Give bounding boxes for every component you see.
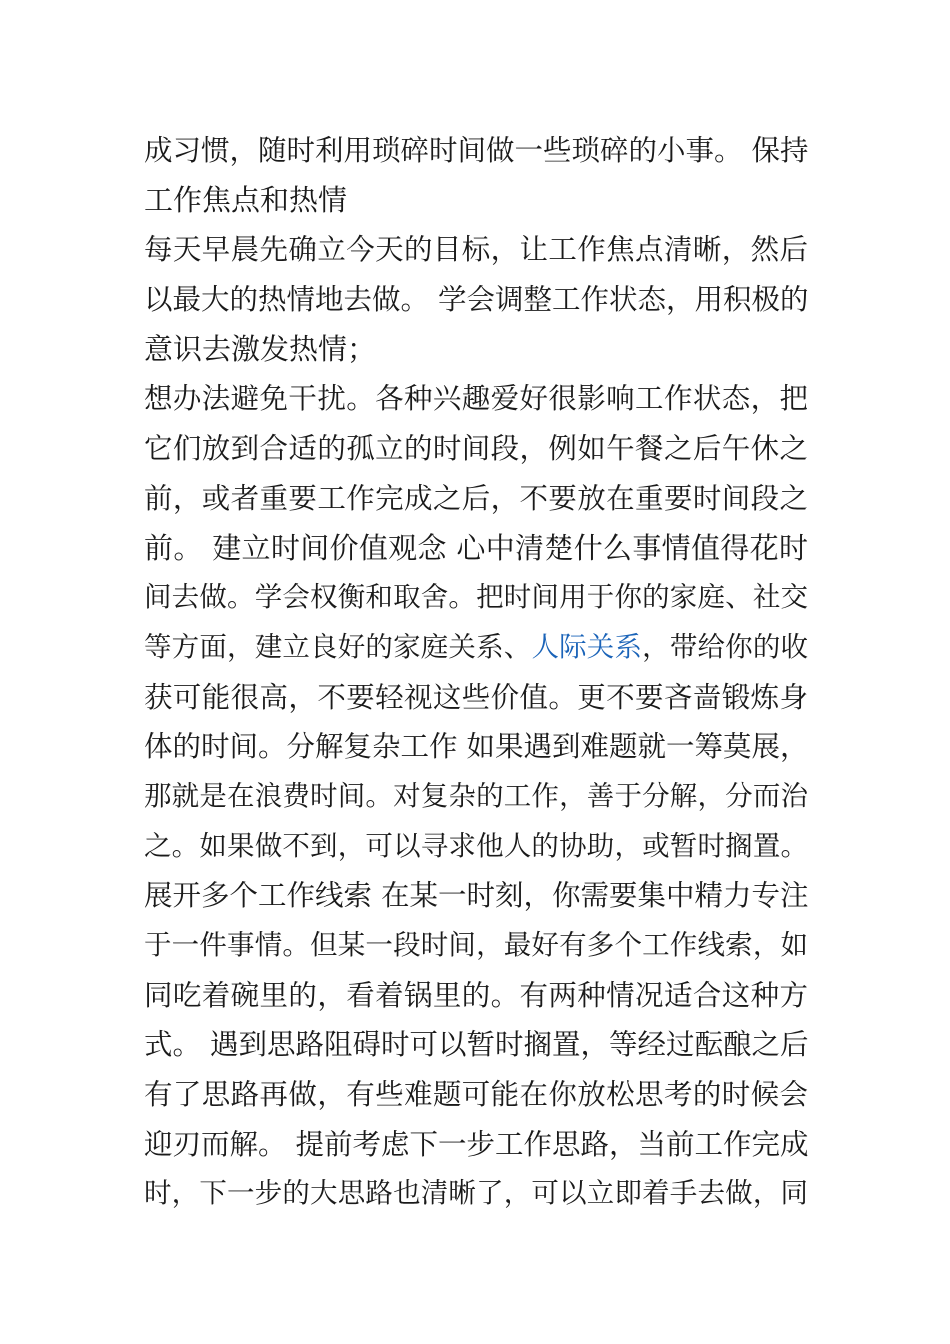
text-line: 它们放到合适的孤立的时间段，例如午餐之后午休之 [144, 432, 808, 466]
text-line: 意识去激发热情； [144, 331, 377, 366]
text-line: 间去做。学会权衡和取舍。把时间用于你的家庭、社交 [144, 581, 808, 614]
text-line: 展开多个工作线索 在某一时刻，你需要集中精力专注 [144, 879, 809, 913]
text-line: 之。如果做不到，可以寻求他人的协助，或暂时搁置。 [144, 829, 808, 862]
text-line: 于一件事情。但某一段时间，最好有多个工作线索，如 [144, 929, 808, 961]
text-line: 想办法避免干扰。各种兴趣爱好很影响工作状态，把 [144, 382, 808, 416]
text-line: 式。 遇到思路阻碍时可以暂时搁置，等经过酝酿之后 [144, 1028, 809, 1062]
text-line: 以最大的热情地去做。 学会调整工作状态，用积极的 [144, 283, 809, 317]
text-line: 每天早晨先确立今天的目标，让工作焦点清晰，然后 [144, 233, 808, 267]
text-line: 迎刃而解。 提前考虑下一步工作思路，当前工作完成 [144, 1127, 809, 1161]
text-line: 同吃着碗里的，看着锅里的。有两种情况适合这种方 [144, 978, 808, 1012]
text-line: 那就是在浪费时间。对复杂的工作，善于分解，分而治 [144, 779, 808, 812]
text-segment: ，带给你的收 [642, 630, 809, 663]
text-line: 获可能很高，不要轻视这些价值。更不要吝啬锻炼身 [144, 680, 808, 714]
text-line: 前。 建立时间价值观念 心中清楚什么事情值得花时 [144, 530, 808, 565]
text-line: 时，下一步的大思路也清晰了，可以立即着手去做，同 [144, 1177, 808, 1210]
interpersonal-relations-link[interactable]: 人际关系 [531, 630, 643, 663]
body-text [144, 126, 808, 1219]
text-line: 有了思路再做，有些难题可能在你放松思考的时候会 [144, 1078, 808, 1112]
text-line: 前，或者重要工作完成之后，不要放在重要时间段之 [144, 481, 808, 515]
text-line: 工作焦点和热情 [144, 182, 348, 217]
text-line: 成习惯，随时利用琐碎时间做一些琐碎的小事。 保持 [144, 134, 809, 167]
text-line: 体的时间。分解复杂工作 如果遇到难题就一筹莫展， [144, 730, 809, 764]
text-segment: 等方面，建立良好的家庭关系、 [144, 630, 532, 663]
text-line-with-link [144, 623, 808, 673]
